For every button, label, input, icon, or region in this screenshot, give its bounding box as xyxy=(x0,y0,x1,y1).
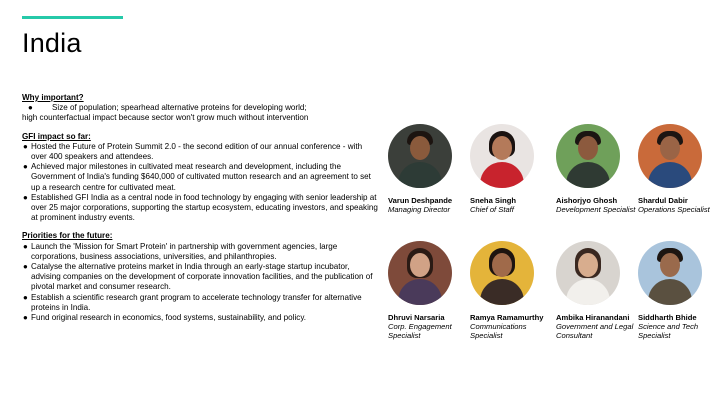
avatar xyxy=(556,241,620,305)
team-card-ramya xyxy=(470,241,560,340)
list-item xyxy=(22,162,380,193)
bullet-icon: ● xyxy=(23,292,28,302)
impact-item: Established GFI India as a central node in food technology by engaging with senior leadership at over 25 major corporations, supporting the startup ecosystem, educating investors, and speaking at prominent industry events. xyxy=(31,192,378,223)
bullet-icon: ● xyxy=(23,241,28,251)
person-role: Science and Tech Specialist xyxy=(638,322,699,340)
impact-item: Hosted the Future of Protein Summit 2.0 - the second edition of our annual conference - with over 400 speakers and attendees. xyxy=(31,141,363,162)
bullet-icon: ● xyxy=(23,162,28,172)
team-card-varun xyxy=(388,124,478,214)
impact-item: Achieved major milestones in cultivated meat research and development, including the Government of India's funding $640,000 of cultivated mutton research and an agreement to set up a research centre for cultivated meat. xyxy=(31,162,371,192)
team-card-aishorjyo xyxy=(556,124,646,214)
bullet-icon: ● xyxy=(23,313,28,323)
team-card-dhruvi xyxy=(388,241,478,340)
person-name: Shardul Dabir xyxy=(638,196,688,205)
avatar xyxy=(388,124,452,188)
list-item xyxy=(22,103,380,123)
person-name: Varun Deshpande xyxy=(388,196,453,205)
team-card-sneha xyxy=(470,124,560,214)
why-important-heading: Why important? xyxy=(22,93,84,102)
person-role: Communications Specialist xyxy=(470,322,527,340)
team-card-siddharth xyxy=(638,241,720,340)
avatar xyxy=(388,241,452,305)
priorities-list xyxy=(22,242,380,324)
bullet-icon: ● xyxy=(23,262,28,272)
impact-heading: GFI impact so far: xyxy=(22,131,91,141)
avatar xyxy=(638,241,702,305)
person-role: Operations Specialist xyxy=(638,205,710,214)
avatar xyxy=(556,124,620,188)
person-name: Ramya Ramamurthy xyxy=(470,313,544,322)
avatar xyxy=(470,241,534,305)
person-role: Government and Legal Consultant xyxy=(556,322,634,340)
priority-item: Launch the 'Mission for Smart Protein' in partnership with government agencies, large corporations, business associations, universities, and philanthropies. xyxy=(31,241,338,261)
list-item xyxy=(22,142,380,162)
priority-item: Fund original research in economics, food systems, sustainability, and policy. xyxy=(31,313,307,323)
person-role: Development Specialist xyxy=(556,205,636,214)
why-line-1: Size of population; spearhead alternative proteins for developing world; xyxy=(52,103,307,113)
priorities-section xyxy=(22,231,380,323)
team-card-shardul xyxy=(638,124,720,214)
list-item xyxy=(22,193,380,224)
bullet-icon: ● xyxy=(23,192,28,202)
list-item xyxy=(22,313,380,323)
priority-item: Establish a scientific research grant program to accelerate technology transfer for alternative proteins in India. xyxy=(31,292,362,312)
list-item xyxy=(22,262,380,293)
slide-title: India xyxy=(22,28,82,58)
why-important-section xyxy=(22,93,380,124)
person-role: Chief of Staff xyxy=(470,205,514,214)
impact-list xyxy=(22,142,380,224)
list-item xyxy=(22,293,380,313)
why-line-2: high counterfactual impact because sector won't grow much without intervention xyxy=(22,113,309,123)
list-item xyxy=(22,242,380,262)
bullet-icon: ● xyxy=(23,141,28,151)
accent-bar xyxy=(22,16,123,19)
avatar xyxy=(638,124,702,188)
slide-content xyxy=(22,93,380,331)
person-name: Siddharth Bhide xyxy=(638,313,697,322)
person-role: Managing Director xyxy=(388,205,451,214)
person-name: Dhruvi Narsaria xyxy=(388,313,445,322)
why-important-list xyxy=(22,103,380,123)
priority-item: Catalyse the alternative proteins market in India through an early-stage startup incubator, advising companies on the development of corporate innovation facilities, and the publication of pivotal market and consumer research. xyxy=(31,262,373,292)
bullet-icon: ● xyxy=(28,103,33,113)
person-role: Corp. Engagement Specialist xyxy=(388,322,452,340)
avatar xyxy=(470,124,534,188)
person-name: Ambika Hiranandani xyxy=(556,313,630,322)
person-name: Sneha Singh xyxy=(470,196,516,205)
priorities-heading: Priorities for the future: xyxy=(22,231,113,241)
team-card-ambika xyxy=(556,241,646,340)
impact-section xyxy=(22,132,380,224)
person-name: Aishorjyo Ghosh xyxy=(556,196,618,205)
